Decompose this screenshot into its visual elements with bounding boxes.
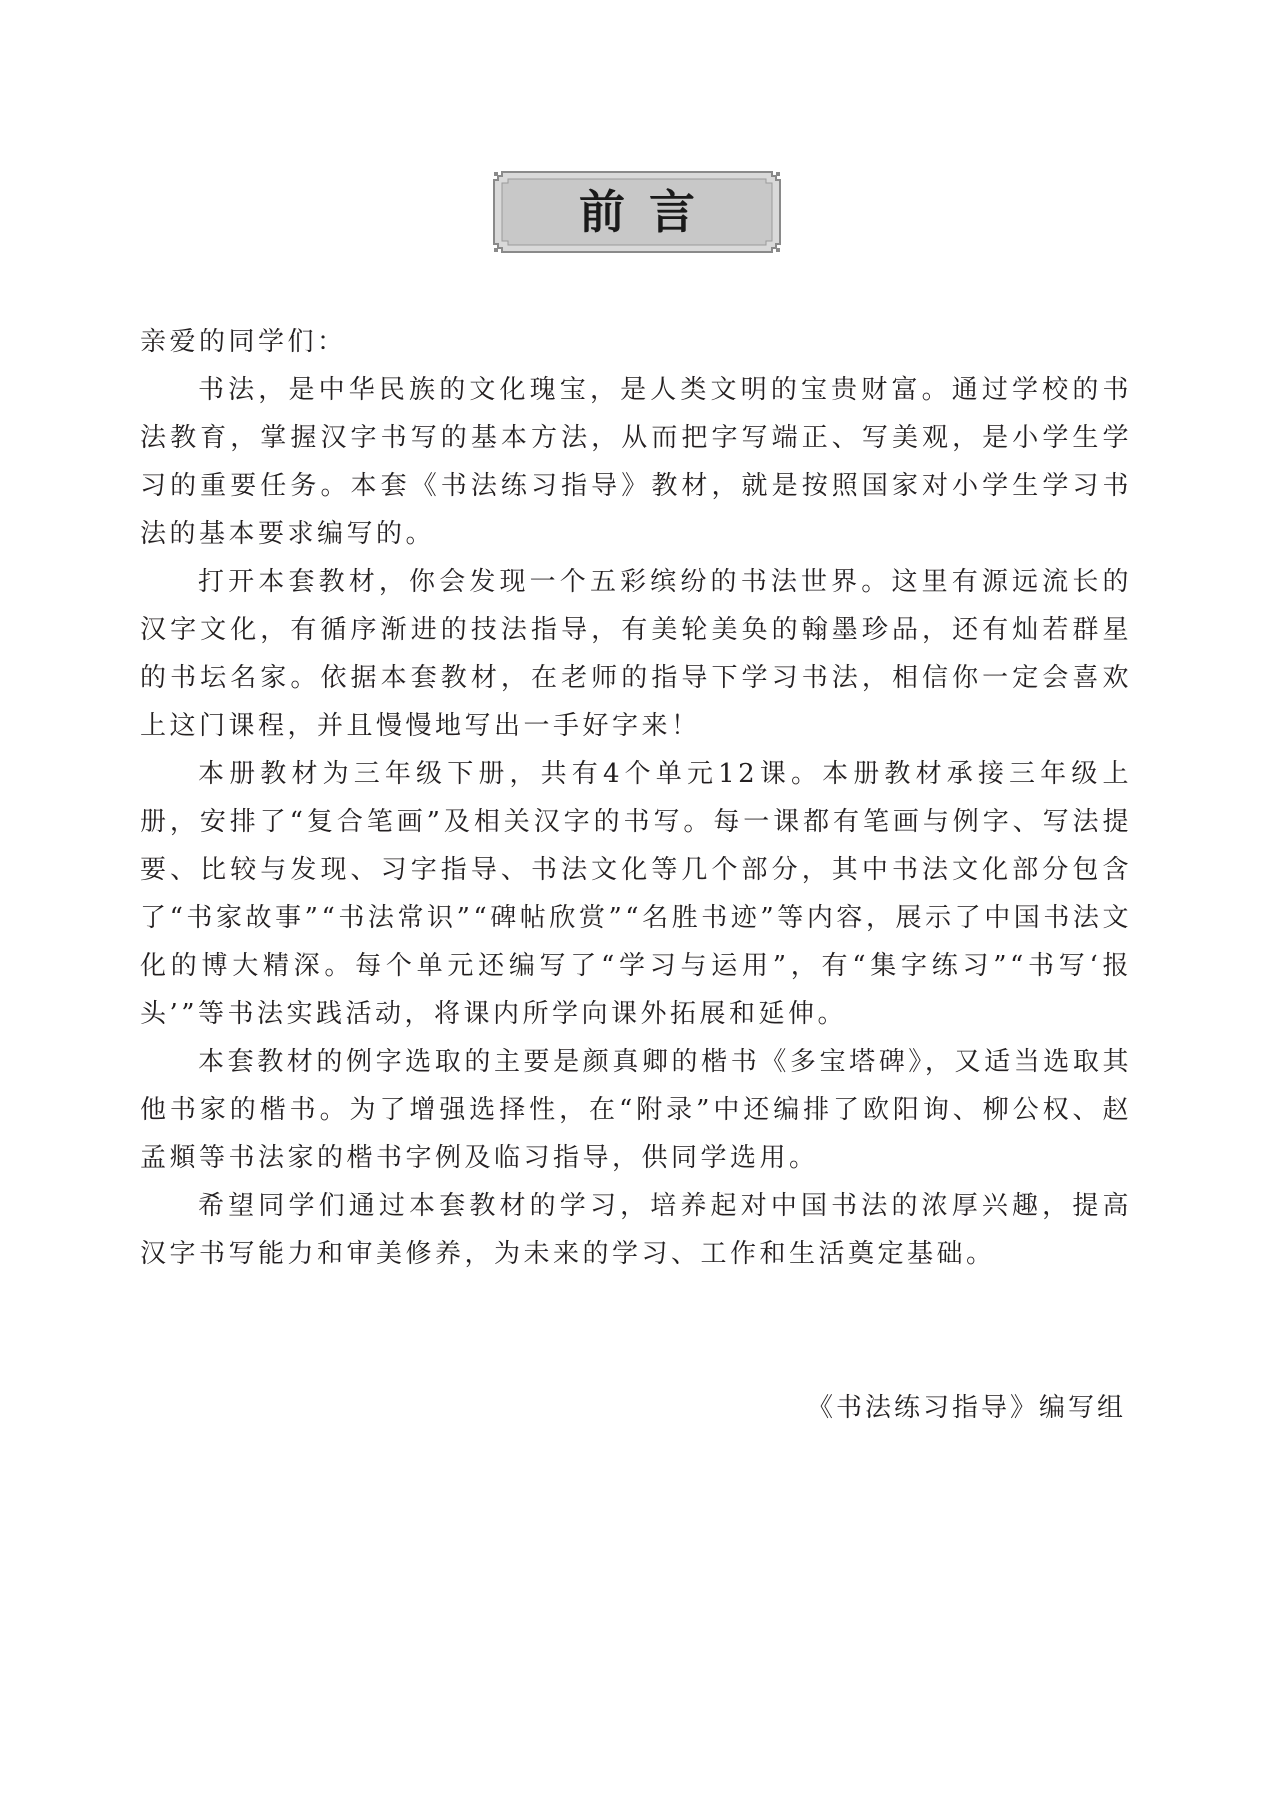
- paragraph-4: 本套教材的例字选取的主要是颜真卿的楷书《多宝塔碑》，又适当选取其他书家的楷书。为了增强选择性，在“附录”中还编排了欧阳询、柳公权、赵孟頫等书法家的楷书字例及临习指导，供同学选用。: [140, 1047, 1132, 1173]
- title-plaque: [492, 170, 782, 254]
- paragraph-5: 希望同学们通过本套教材的学习，培养起对中国书法的浓厚兴趣，提高汉字书写能力和审美修养，为未来的学习、工作和生活奠定基础。: [140, 1191, 1132, 1269]
- preface-body: [140, 318, 1132, 1278]
- paragraph-3: 本册教材为三年级下册，共有4个单元12课。本册教材承接三年级上册，安排了“复合笔画”及相关汉字的书写。每一课都有笔画与例字、写法提要、比较与发现、习字指导、书法文化等几个部分，其中书法文化部分包含了“书家故事”“书法常识”“碑帖欣赏”“名胜书迹”等内容，展示了中国书法文化的博大精深。每个单元还编写了“学习与运用”，有“集字练习”“书写‘报头’”等书法实践活动，将课内所学向课外拓展和延伸。: [140, 759, 1132, 1029]
- page-title: 前言: [579, 185, 719, 239]
- paragraph-2: 打开本套教材，你会发现一个五彩缤纷的书法世界。这里有源远流长的汉字文化，有循序渐进的技法指导，有美轮美奂的翰墨珍品，还有灿若群星的书坛名家。依据本套教材，在老师的指导下学习书法，相信你一定会喜欢上这门课程，并且慢慢地写出一手好字来！: [140, 567, 1132, 741]
- paragraph-1: 书法，是中华民族的文化瑰宝，是人类文明的宝贵财富。通过学校的书法教育，掌握汉字书写的基本方法，从而把字写端正、写美观，是小学生学习的重要任务。本套《书法练习指导》教材，就是按照国家对小学生学习书法的基本要求编写的。: [140, 375, 1132, 549]
- signature: 《书法练习指导》编写组: [806, 1393, 1126, 1423]
- salutation: 亲爱的同学们：: [140, 327, 347, 357]
